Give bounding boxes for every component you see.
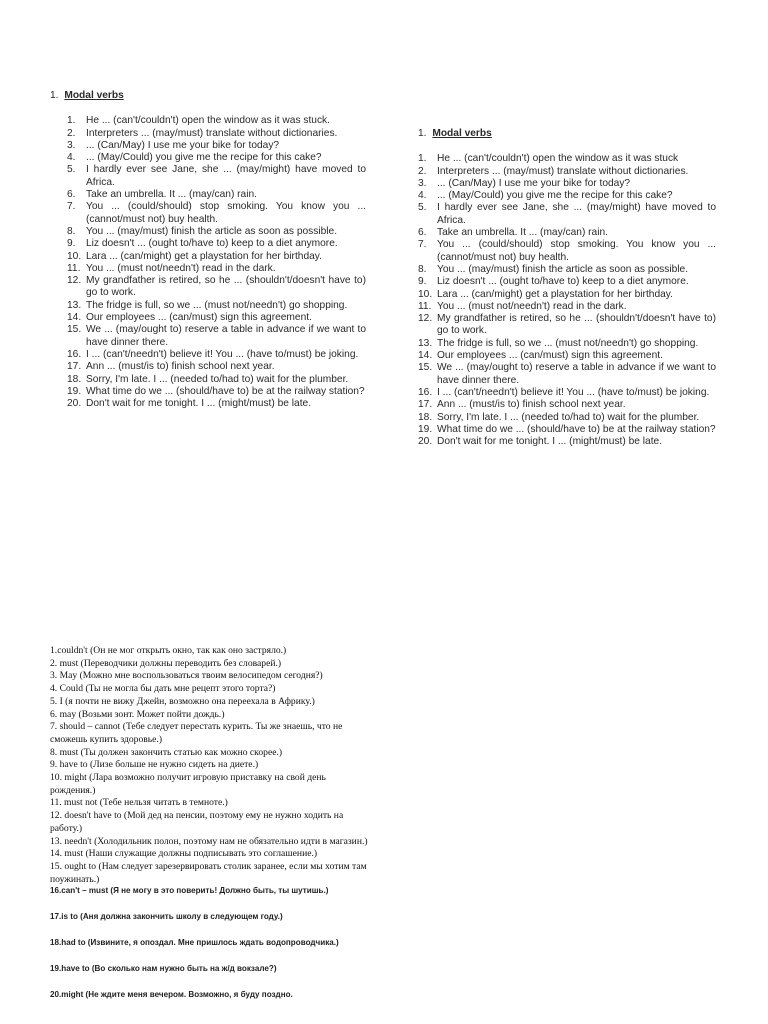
- item-number: 19.: [67, 385, 82, 397]
- item-text: The fridge is full, so we ... (must not/needn't) go shopping.: [437, 337, 699, 349]
- list-item: [418, 239, 716, 264]
- answer-line: 13. needn't (Холодильник полон, поэтому нам не обязательно идти в магазин.): [50, 835, 368, 847]
- item-number: 15.: [418, 362, 433, 374]
- list-item: [418, 424, 716, 436]
- list-item: [418, 399, 716, 411]
- list-item: [67, 374, 366, 386]
- item-number: 19.: [418, 423, 433, 435]
- item-text: Sorry, I'm late. I ... (needed to/had to) wait for the plumber.: [86, 373, 349, 385]
- item-number: 2.: [67, 127, 76, 139]
- list-item: [418, 301, 716, 313]
- item-text: Liz doesn't ... (ought to/have to) keep to a diet anymore.: [437, 276, 689, 288]
- answers-block: [50, 645, 368, 1016]
- item-text: Interpreters ... (may/must) translate without dictionaries.: [437, 165, 689, 177]
- item-text: Sorry, I'm late. I ... (needed to/had to) wait for the plumber.: [437, 411, 700, 423]
- item-text: We ... (may/ought to) reserve a table in advance if we want to have dinner there.: [86, 324, 366, 348]
- list-item: [418, 264, 716, 276]
- item-text: My grandfather is retired, so he ... (shouldn't/doesn't have to) go to work.: [86, 275, 366, 299]
- item-number: 18.: [67, 373, 82, 385]
- item-number: 7.: [418, 239, 427, 251]
- list-item: [67, 128, 366, 140]
- item-number: 13.: [67, 299, 82, 311]
- item-text: You ... (may/must) finish the article as soon as possible.: [86, 225, 338, 237]
- list-item: [418, 313, 716, 338]
- item-text: ... (Can/May) I use me your bike for today?: [437, 177, 631, 189]
- exercise-heading: [50, 90, 366, 102]
- item-number: 7.: [67, 201, 76, 213]
- item-number: 12.: [418, 313, 433, 325]
- item-number: 2.: [418, 165, 427, 177]
- item-number: 11.: [418, 300, 432, 312]
- item-text: What time do we ... (should/have to) be at the railway station?: [437, 423, 716, 435]
- heading-number: 1.: [50, 90, 59, 101]
- answer-line: 12. doesn't have to (Мой дед на пенсии, поэтому ему не нужно ходить на работу.): [50, 810, 344, 834]
- list-item: [418, 202, 716, 227]
- item-text: I hardly ever see Jane, she ... (may/might) have moved to Africa.: [437, 202, 716, 226]
- exercise-right: [418, 128, 716, 448]
- list-item: [418, 227, 716, 239]
- answer-line-typed: 18.had to (Извините, я опоздал. Мне пришлось ждать водопроводчика.): [50, 938, 339, 948]
- answer-line: 14. must (Наши служащие должны подписывать это соглашение.): [50, 848, 318, 860]
- item-text: Interpreters ... (may/must) translate without dictionaries.: [86, 127, 338, 139]
- answer-line: 9. have to (Лизе больше не нужно сидеть на диете.): [50, 759, 259, 771]
- answer-line-typed: 16.can't – must (Я не могу в это поверить! Должно быть, ты шутишь.): [50, 886, 329, 896]
- list-item: [67, 251, 366, 263]
- item-number: 16.: [67, 348, 82, 360]
- list-item: [67, 238, 366, 250]
- list-item: [418, 412, 716, 424]
- list-item: [418, 166, 716, 178]
- exercise-list: [50, 115, 366, 410]
- list-item: [418, 350, 716, 362]
- item-number: 10.: [418, 288, 433, 300]
- item-number: 14.: [67, 312, 82, 324]
- list-item: [67, 386, 366, 398]
- list-item: [418, 153, 716, 165]
- item-text: You ... (must not/needn't) read in the dark.: [86, 262, 276, 274]
- item-number: 11.: [67, 262, 81, 274]
- heading-number: 1.: [418, 128, 427, 139]
- item-text: You ... (may/must) finish the article as soon as possible.: [437, 263, 689, 275]
- answer-line: 11. must not (Тебе нельзя читать в темноте.): [50, 797, 228, 809]
- list-item: [67, 349, 366, 361]
- item-text: The fridge is full, so we ... (must not/needn't) go shopping.: [86, 299, 348, 311]
- item-text: I ... (can't/needn't) believe it! You ... (have to/must) be joking.: [437, 386, 710, 398]
- item-text: Our employees ... (can/must) sign this agreement.: [86, 312, 312, 324]
- item-text: Take an umbrella. It ... (may/can) rain.: [437, 227, 608, 239]
- item-text: Lara ... (can/might) get a playstation for her birthday.: [86, 250, 322, 262]
- list-item: [67, 152, 366, 164]
- item-number: 20.: [67, 398, 82, 410]
- list-item: [67, 140, 366, 152]
- item-number: 18.: [418, 411, 433, 423]
- list-item: [67, 300, 366, 312]
- heading-title: Modal verbs: [432, 128, 492, 139]
- answer-line-typed: 17.is to (Аня должна закончить школу в следующем году.): [50, 912, 283, 922]
- item-number: 17.: [67, 361, 82, 373]
- list-item: [67, 164, 366, 189]
- item-number: 6.: [67, 189, 76, 201]
- item-text: Don't wait for me tonight. I ... (might/must) be late.: [86, 398, 312, 410]
- list-item: [67, 201, 366, 226]
- list-item: [67, 226, 366, 238]
- list-item: [418, 190, 716, 202]
- item-text: I hardly ever see Jane, she ... (may/might) have moved to Africa.: [86, 164, 366, 188]
- item-text: Take an umbrella. It ... (may/can) rain.: [86, 189, 257, 201]
- list-item: [418, 338, 716, 350]
- item-number: 20.: [418, 436, 433, 448]
- item-number: 6.: [418, 227, 427, 239]
- item-number: 16.: [418, 386, 433, 398]
- exercise-list: [418, 153, 716, 448]
- item-text: He ... (can't/couldn't) open the window as it was stuck.: [86, 115, 330, 127]
- item-number: 3.: [418, 177, 427, 189]
- item-text: Don't wait for me tonight. I ... (might/must) be late.: [437, 436, 663, 448]
- list-item: [418, 362, 716, 387]
- item-text: Our employees ... (can/must) sign this agreement.: [437, 350, 663, 362]
- item-number: 14.: [418, 350, 433, 362]
- list-item: [67, 312, 366, 324]
- list-item: [67, 398, 366, 410]
- list-item: [67, 324, 366, 349]
- list-item: [418, 289, 716, 301]
- list-item: [418, 387, 716, 399]
- item-number: 5.: [418, 202, 427, 214]
- item-text: Ann ... (must/is to) finish school next year.: [86, 361, 275, 373]
- list-item: [67, 115, 366, 127]
- list-item: [67, 189, 366, 201]
- answer-line: 3. May (Можно мне воспользоваться твоим велосипедом сегодня?): [50, 670, 323, 682]
- item-text: ... (Can/May) I use me your bike for today?: [86, 139, 280, 151]
- item-text: ... (May/Could) you give me the recipe for this cake?: [86, 152, 322, 164]
- item-number: 10.: [67, 250, 82, 262]
- list-item: [67, 263, 366, 275]
- item-text: We ... (may/ought to) reserve a table in advance if we want to have dinner there.: [437, 362, 716, 386]
- exercise-heading: [418, 128, 716, 140]
- answer-line: 2. must (Переводчики должны переводить без словарей.): [50, 657, 282, 669]
- item-number: 3.: [67, 139, 76, 151]
- item-number: 8.: [418, 263, 427, 275]
- item-text: You ... (must not/needn't) read in the dark.: [437, 300, 627, 312]
- item-text: You ... (could/should) stop smoking. You know you ... (cannot/must not) buy health.: [86, 201, 366, 225]
- item-number: 15.: [67, 324, 82, 336]
- item-text: Lara ... (can/might) get a playstation for her birthday.: [437, 288, 673, 300]
- item-number: 4.: [418, 190, 427, 202]
- item-text: What time do we ... (should/have to) be at the railway station?: [86, 385, 365, 397]
- item-number: 8.: [67, 225, 76, 237]
- item-number: 17.: [418, 399, 433, 411]
- item-text: I ... (can't/needn't) believe it! You ... (have to/must) be joking.: [86, 348, 359, 360]
- answer-line: 5. I (я почти не вижу Джейн, возможно она переехала в Африку.): [50, 695, 315, 707]
- list-item: [67, 361, 366, 373]
- item-text: Ann ... (must/is to) finish school next year.: [437, 399, 626, 411]
- item-number: 5.: [67, 164, 76, 176]
- item-text: Liz doesn't ... (ought to/have to) keep to a diet anymore.: [86, 238, 338, 250]
- item-text: ... (May/Could) you give me the recipe for this cake?: [437, 190, 673, 202]
- item-number: 1.: [67, 115, 76, 127]
- heading-title: Modal verbs: [64, 90, 124, 101]
- list-item: [67, 275, 366, 300]
- item-number: 4.: [67, 152, 76, 164]
- item-text: He ... (can't/couldn't) open the window as it was stuck: [437, 153, 679, 165]
- answer-line: 1.couldn't (Он не мог открыть окно, так как оно застряло.): [50, 645, 287, 656]
- item-number: 9.: [67, 238, 76, 250]
- item-number: 12.: [67, 275, 82, 287]
- answer-line: 15. ought to (Нам следует зарезервировать столик заранее, если мы хотим там поужинать.): [50, 860, 367, 885]
- list-item: [418, 436, 716, 448]
- exercise-left: [50, 90, 366, 410]
- item-text: You ... (could/should) stop smoking. You know you ... (cannot/must not) buy health.: [437, 239, 716, 263]
- answer-line: 7. should – cannot (Тебе следует перестать курить. Ты же знаешь, что не сможешь купить здоровье.): [50, 721, 343, 745]
- list-item: [418, 178, 716, 190]
- answer-line-typed: 19.have to (Во сколько нам нужно быть на ж/д вокзале?): [50, 964, 277, 974]
- answer-line: 10. might (Лара возможно получит игровую приставку на свой день рождения.): [50, 772, 326, 796]
- item-text: My grandfather is retired, so he ... (shouldn't/doesn't have to) go to work.: [437, 313, 716, 337]
- answer-line-typed: 20.might (Не ждите меня вечером. Возможно, я буду поздно.: [50, 990, 293, 1000]
- list-item: [418, 276, 716, 288]
- answer-line: 4. Could (Ты не могла бы дать мне рецепт этого торта?): [50, 683, 276, 695]
- item-number: 9.: [418, 276, 427, 288]
- answer-line: 8. must (Ты должен закончить статью как можно скорее.): [50, 746, 283, 758]
- item-number: 13.: [418, 337, 433, 349]
- answer-line: 6. may (Возьми зонт. Может пойти дождь.): [50, 708, 225, 720]
- item-number: 1.: [418, 153, 427, 165]
